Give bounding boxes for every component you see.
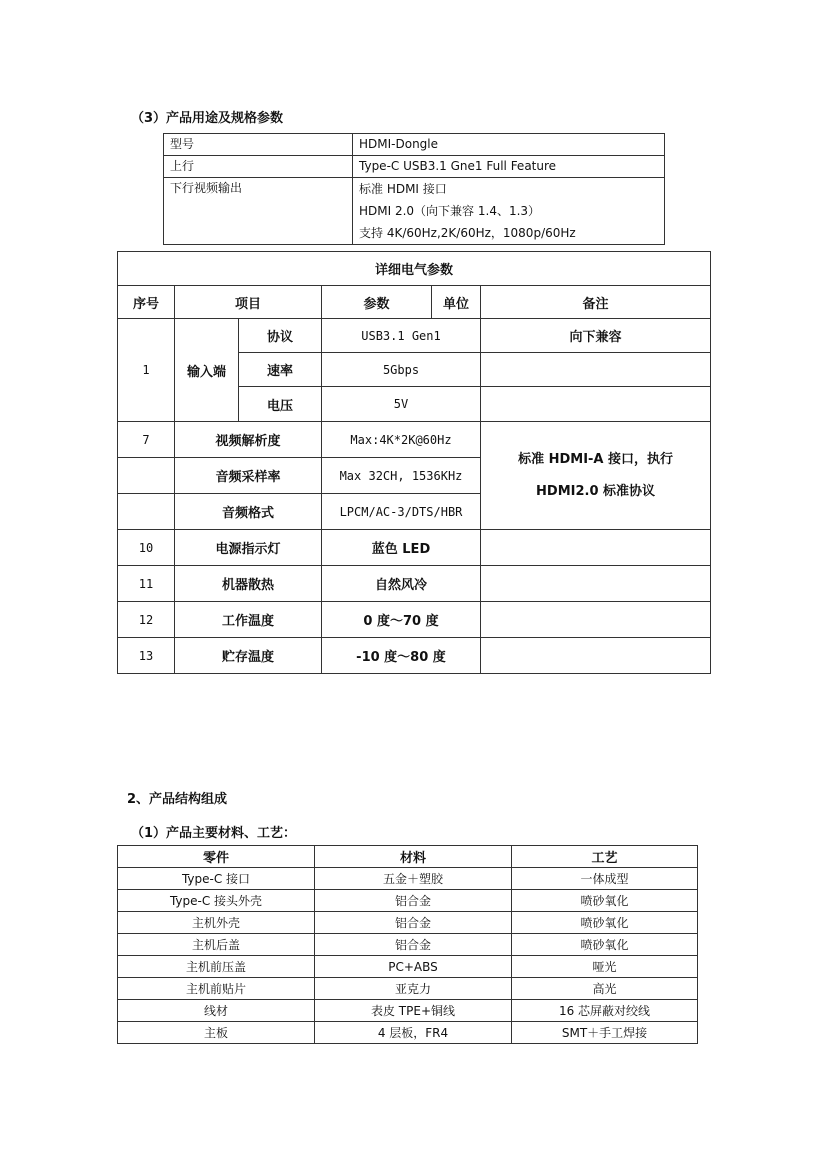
spec-row [164,134,665,156]
row-param: Max:4K*2K@60Hz [322,422,481,458]
material-cell: 五金＋塑胶 [315,868,512,890]
process-cell: SMT＋手工焊接 [512,1022,698,1044]
process-cell: 喷砂氧化 [512,890,698,912]
row-no: 12 [118,602,175,638]
detail-title-row [118,252,711,286]
header-remark: 备注 [481,286,711,319]
row-item: 视频解析度 [175,422,322,458]
row-remark [481,602,711,638]
row-param: 蓝色 LED [322,530,481,566]
row-remark [481,387,711,422]
table-row [118,422,711,458]
header-no: 序号 [118,286,175,319]
row-item: 音频格式 [175,494,322,530]
spec-label: 型号 [164,134,353,156]
row-param: 5Gbps [322,353,481,387]
row-remark [481,353,711,387]
row-remark [481,566,711,602]
material-cell: 铝合金 [315,912,512,934]
spec-value-line: 标准 HDMI 接口 [359,182,447,196]
part-cell: Type-C 接头外壳 [118,890,315,912]
process-cell: 喷砂氧化 [512,912,698,934]
row-item: 协议 [239,319,322,353]
spec-value: Type-C USB3.1 Gne1 Full Feature [353,156,665,178]
row-remark: 向下兼容 [481,319,711,353]
row-no: 7 [118,422,175,458]
row-no: 1 [118,319,175,422]
table-row [118,978,698,1000]
section-3-title: （3）产品用途及规格参数 [131,111,284,126]
header-unit: 单位 [432,286,481,319]
parts-table [117,845,698,1044]
spec-table [163,133,665,245]
table-row [118,868,698,890]
process-cell: 一体成型 [512,868,698,890]
material-cell: 表皮 TPE+铜线 [315,1000,512,1022]
spec-value: HDMI-Dongle [353,134,665,156]
table-row [118,602,711,638]
table-row [118,530,711,566]
process-cell: 16 芯屏蔽对绞线 [512,1000,698,1022]
process-cell: 高光 [512,978,698,1000]
row-no [118,458,175,494]
spec-value-line: HDMI 2.0（向下兼容 1.4、1.3） [359,204,541,218]
material-cell: PC+ABS [315,956,512,978]
table-row [118,934,698,956]
row-remark [481,530,711,566]
subsection-1-title: （1）产品主要材料、工艺： [131,826,297,841]
header-part: 零件 [118,846,315,868]
part-cell: 线材 [118,1000,315,1022]
part-cell: 主机前贴片 [118,978,315,1000]
part-cell: 主机前压盖 [118,956,315,978]
row-param: LPCM/AC-3/DTS/HBR [322,494,481,530]
spec-row [164,178,665,245]
row-param: USB3.1 Gen1 [322,319,481,353]
row-item: 速率 [239,353,322,387]
material-cell: 铝合金 [315,934,512,956]
spec-label: 下行视频输出 [164,178,353,245]
video-remark-line: HDMI2.0 标准协议 [536,483,656,499]
header-param: 参数 [322,286,432,319]
spec-label: 上行 [164,156,353,178]
row-param: -10 度～80 度 [322,638,481,674]
row-no [118,494,175,530]
header-material: 材料 [315,846,512,868]
row-no: 11 [118,566,175,602]
video-remark [481,422,711,530]
part-cell: 主板 [118,1022,315,1044]
row-item: 音频采样率 [175,458,322,494]
video-remark-line: 标准 HDMI-A 接口，执行 [518,451,674,467]
process-cell: 哑光 [512,956,698,978]
table-row [118,890,698,912]
table-row [118,912,698,934]
row-param: Max 32CH, 1536KHz [322,458,481,494]
row-param: 5V [322,387,481,422]
row-no: 10 [118,530,175,566]
material-cell: 亚克力 [315,978,512,1000]
material-cell: 铝合金 [315,890,512,912]
part-cell: 主机外壳 [118,912,315,934]
detail-table [117,251,711,674]
table-row [118,956,698,978]
table-row [118,319,711,353]
row-remark [481,638,711,674]
spec-value-multi [353,178,665,245]
part-cell: 主机后盖 [118,934,315,956]
input-group-label: 输入端 [175,319,239,422]
row-param: 自然风冷 [322,566,481,602]
part-cell: Type-C 接口 [118,868,315,890]
header-process: 工艺 [512,846,698,868]
detail-title: 详细电气参数 [118,252,711,286]
row-item: 工作温度 [175,602,322,638]
table-row [118,1022,698,1044]
spec-row [164,156,665,178]
table-row [118,638,711,674]
row-param: 0 度～70 度 [322,602,481,638]
row-item: 贮存温度 [175,638,322,674]
process-cell: 喷砂氧化 [512,934,698,956]
parts-header-row [118,846,698,868]
section-2-title: 2、产品结构组成 [127,792,228,807]
row-item: 电源指示灯 [175,530,322,566]
material-cell: 4 层板，FR4 [315,1022,512,1044]
spec-value-line: 支持 4K/60Hz,2K/60Hz，1080p/60Hz [359,226,576,240]
detail-header-row [118,286,711,319]
row-no: 13 [118,638,175,674]
row-item: 机器散热 [175,566,322,602]
row-item: 电压 [239,387,322,422]
table-row [118,566,711,602]
header-item: 项目 [175,286,322,319]
table-row [118,1000,698,1022]
